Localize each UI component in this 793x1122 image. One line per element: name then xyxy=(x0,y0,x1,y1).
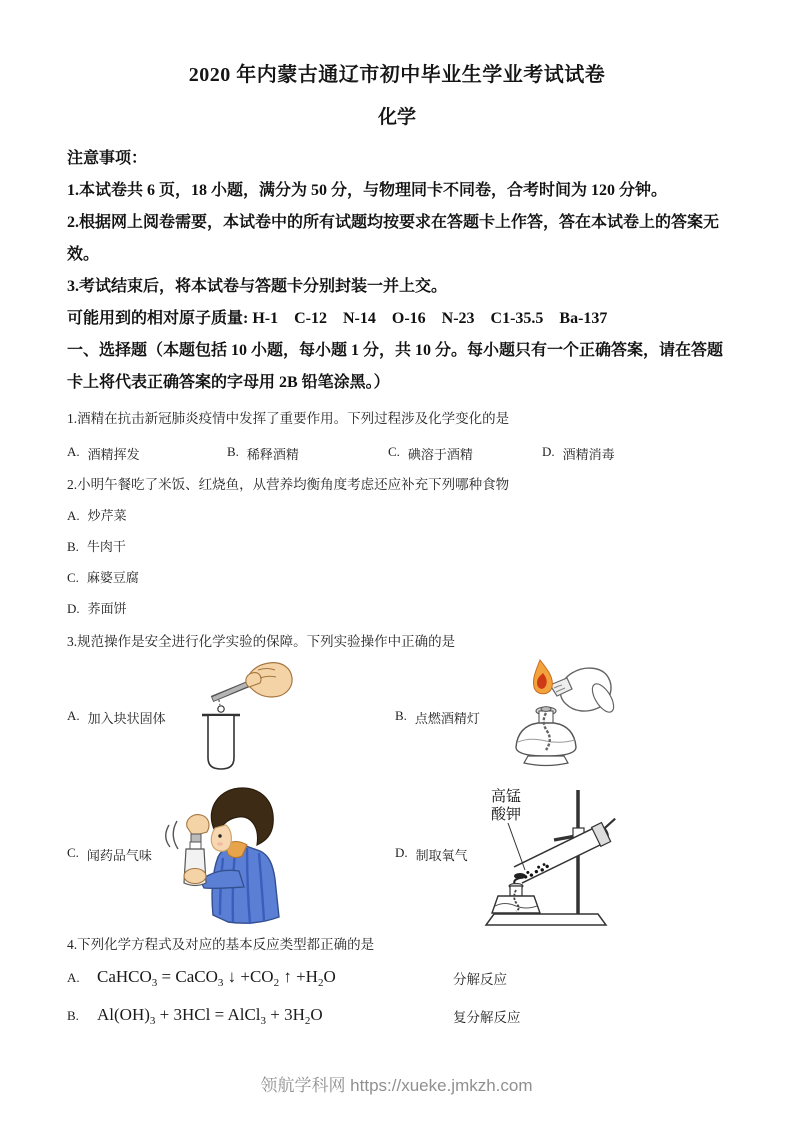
q1-option-b xyxy=(227,444,388,463)
q4-option-a-label: A. xyxy=(67,969,80,985)
exam-subject: 化学 xyxy=(377,107,416,128)
waft-lines-icon xyxy=(166,821,178,849)
notice-item-2: 2.根据网上阅卷需要，本试卷中的所有试题均按要求在答题卡上作答，答在本试卷上的答案无效。 xyxy=(67,214,720,263)
exam-title: 2020 年内蒙古通辽市初中毕业生学业考试试卷 xyxy=(188,64,606,86)
kmno4-label xyxy=(491,787,525,870)
q2-option-b-text: 牛肉干 xyxy=(86,539,126,555)
test-tube-icon xyxy=(208,716,234,769)
question-4-stem: 4.下列化学方程式及对应的基本反应类型都正确的是 xyxy=(67,937,375,953)
q2-option-a xyxy=(67,508,727,525)
q3-option-a-label: A. xyxy=(67,707,80,723)
q1-option-c xyxy=(388,444,542,463)
q2-option-a-label: A. xyxy=(67,508,80,524)
test-tube-icon xyxy=(513,817,623,885)
boy-head-icon xyxy=(211,788,273,851)
q4-option-a-equation: CaHCO$_3$ = CaCO$_3$ ↓ $+CO_2$ ↑ $+H_2O$ xyxy=(97,966,336,989)
light-alcohol-lamp-icon xyxy=(490,658,618,776)
notice-item-3: 3.考试结束后，将本试卷与答题卡分别封装一并上交。 xyxy=(67,278,448,295)
q1-option-b-label: B. xyxy=(227,443,239,459)
q1-option-a-text: 酒精挥发 xyxy=(87,446,140,462)
flame-icon xyxy=(533,660,552,694)
q3-option-c xyxy=(67,779,395,929)
q2-option-c-text: 麻婆豆腐 xyxy=(86,569,139,585)
q1-option-a-label: A. xyxy=(67,443,80,459)
arm-icon xyxy=(200,871,244,889)
q3-option-c-text: 闻药品气味 xyxy=(86,847,152,863)
q3-option-d-text: 制取氧气 xyxy=(415,847,468,863)
q4-option-b xyxy=(67,1005,727,1027)
q4-option-a xyxy=(67,967,727,989)
q4-option-b-reaction-type: 复分解反应 xyxy=(453,1009,521,1025)
alcohol-lamp-icon xyxy=(516,707,576,766)
hand-icon xyxy=(246,663,292,697)
delivery-tube-icon xyxy=(602,819,616,829)
kmno4-label-line1: 高锰 xyxy=(490,789,521,806)
q3-option-c-label: C. xyxy=(67,844,79,860)
q1-option-d-label: D. xyxy=(542,443,555,459)
q1-option-c-label: C. xyxy=(388,443,400,459)
reagent-bottle-icon xyxy=(184,815,209,886)
q3-option-a xyxy=(67,655,395,779)
q2-option-b xyxy=(67,539,727,556)
q3-option-b-label: B. xyxy=(395,707,407,723)
q1-option-b-text: 稀释酒精 xyxy=(246,446,299,462)
notice-item-1: 1.本试卷共 6 页，18 小题，满分为 50 分，与物理同卡不同卷，合考时间为 120 分钟。 xyxy=(67,182,668,199)
question-3-stem: 3.规范操作是安全进行化学实验的保障。下列实验操作中正确的是 xyxy=(67,633,456,649)
q2-option-a-text: 炒芹菜 xyxy=(87,508,127,524)
boy-body-icon xyxy=(200,842,279,925)
holding-hand-icon xyxy=(184,869,206,884)
q1-option-d xyxy=(542,444,615,463)
question-2-stem: 2.小明午餐吃了米饭、红烧鱼，从营养均衡角度考虑还应补充下列哪种食物 xyxy=(67,476,510,492)
q2-option-c-label: C. xyxy=(67,569,79,585)
q2-option-d xyxy=(67,601,727,618)
q4-option-b-equation: $Al(OH)_3 + 3HCl$ = AlCl$_3$ + $3H_2O$ xyxy=(97,1004,323,1027)
smell-chemical-boy-icon xyxy=(162,783,286,925)
tilted-lamp-icon xyxy=(550,668,618,715)
q1-option-d-text: 酒精消毒 xyxy=(562,446,615,462)
question-3-figure-grid xyxy=(67,655,727,929)
q3-option-c-caption xyxy=(67,845,152,864)
kmno4-label-line2: 酸钾 xyxy=(490,807,521,824)
q4-option-b-label: B. xyxy=(67,1007,79,1023)
site-watermark: 领航学科网 https://xueke.jmkzh.com xyxy=(260,1076,533,1095)
q3-option-d-caption xyxy=(395,845,468,864)
q1-option-c-text: 碘溶于酒精 xyxy=(407,446,473,462)
q3-option-b xyxy=(395,655,727,779)
q2-option-b-label: B. xyxy=(67,539,79,555)
q3-option-b-text: 点燃酒精灯 xyxy=(414,710,480,726)
notice-heading: 注意事项： xyxy=(67,150,148,167)
question-1-stem: 1.酒精在抗击新冠肺炎疫情中发挥了重要作用。下列过程涉及化学变化的是 xyxy=(67,411,510,426)
wafting-hand-icon xyxy=(187,815,209,836)
q2-option-d-text: 荞面饼 xyxy=(87,600,127,616)
section-1-heading: 一、选择题（本题包括 10 小题，每小题 1 分，共 10 分。每小题只有一个正确答案，请在答题卡上将代表正确答案的字母用 2B 铅笔涂黑。） xyxy=(67,342,724,391)
atomic-masses-line: 可能用到的相对原子质量: H-1 C-12 N-14 O-16 N-23 C1-35.5 Ba-137 xyxy=(67,310,608,327)
solid-pellet-icon xyxy=(217,706,223,712)
q3-option-a-caption xyxy=(67,708,166,727)
oxygen-preparation-apparatus-icon xyxy=(478,778,632,930)
q2-option-d-label: D. xyxy=(67,600,80,616)
q3-option-d xyxy=(395,779,727,929)
heating-lamp-icon xyxy=(492,873,540,913)
q2-option-c xyxy=(67,570,727,587)
question-1-options xyxy=(67,444,727,463)
q3-option-a-text: 加入块状固体 xyxy=(87,710,166,726)
question-2-options xyxy=(67,508,727,618)
q4-option-a-reaction-type: 分解反应 xyxy=(453,971,507,987)
add-solid-test-tube-icon xyxy=(176,658,294,776)
q3-option-d-label: D. xyxy=(395,844,408,860)
q3-option-b-caption xyxy=(395,708,480,727)
q1-option-a xyxy=(67,444,227,463)
